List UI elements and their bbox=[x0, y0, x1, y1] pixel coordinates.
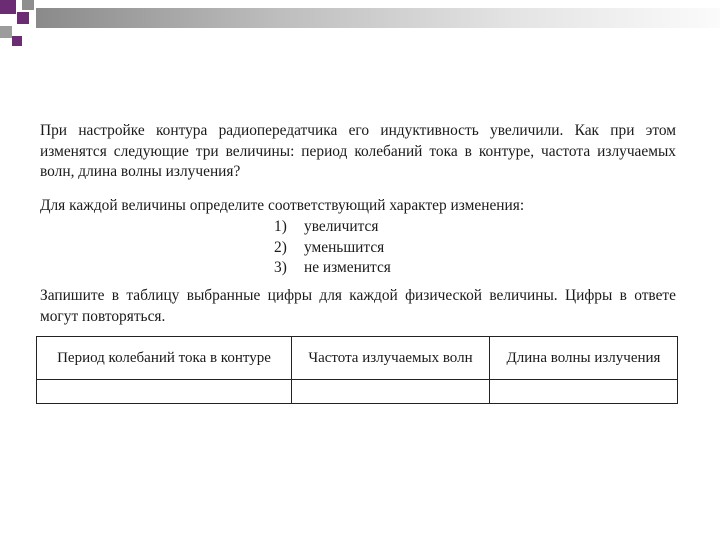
answer-cell-frequency[interactable] bbox=[292, 380, 490, 404]
answer-table bbox=[36, 336, 678, 404]
option-item bbox=[274, 258, 391, 279]
decorative-square bbox=[22, 0, 34, 10]
table-header-row bbox=[37, 337, 678, 380]
option-number: 3) bbox=[274, 259, 287, 276]
option-number: 2) bbox=[274, 238, 287, 256]
option-label: не изменится bbox=[304, 259, 391, 276]
task-text: Запишите в таблицу выбранные цифры для каждой физической величины. Цифры в ответе могут повторяться. bbox=[40, 287, 676, 325]
option-label: уменьшится bbox=[304, 238, 385, 256]
answer-cell-wavelength[interactable] bbox=[490, 380, 678, 404]
option-label: увеличится bbox=[304, 218, 379, 235]
header-wavelength: Длина волны излучения bbox=[490, 337, 678, 380]
table-answer-row bbox=[37, 380, 678, 404]
header-frequency: Частота излучаемых волн bbox=[292, 337, 490, 380]
decorative-square bbox=[0, 0, 16, 14]
header-gradient-bar bbox=[36, 8, 720, 28]
option-item bbox=[274, 217, 391, 238]
decorative-square bbox=[0, 26, 12, 38]
decorative-square bbox=[12, 36, 22, 46]
decorative-square bbox=[17, 12, 29, 24]
answer-cell-period[interactable] bbox=[37, 380, 292, 404]
instruction-text: Для каждой величины определите соответствующий характер изменения: bbox=[40, 197, 525, 214]
question-text: При настройке контура радиопередатчика его индуктивность увеличили. Как при этом изменятся следующие три величины: период колебаний тока в контуре, частота излучаемых волн, длина волны излучения? bbox=[40, 122, 676, 180]
answer-options-list bbox=[274, 217, 391, 279]
option-number: 1) bbox=[274, 218, 287, 235]
header-period: Период колебаний тока в контуре bbox=[37, 337, 292, 380]
option-item bbox=[274, 238, 391, 259]
